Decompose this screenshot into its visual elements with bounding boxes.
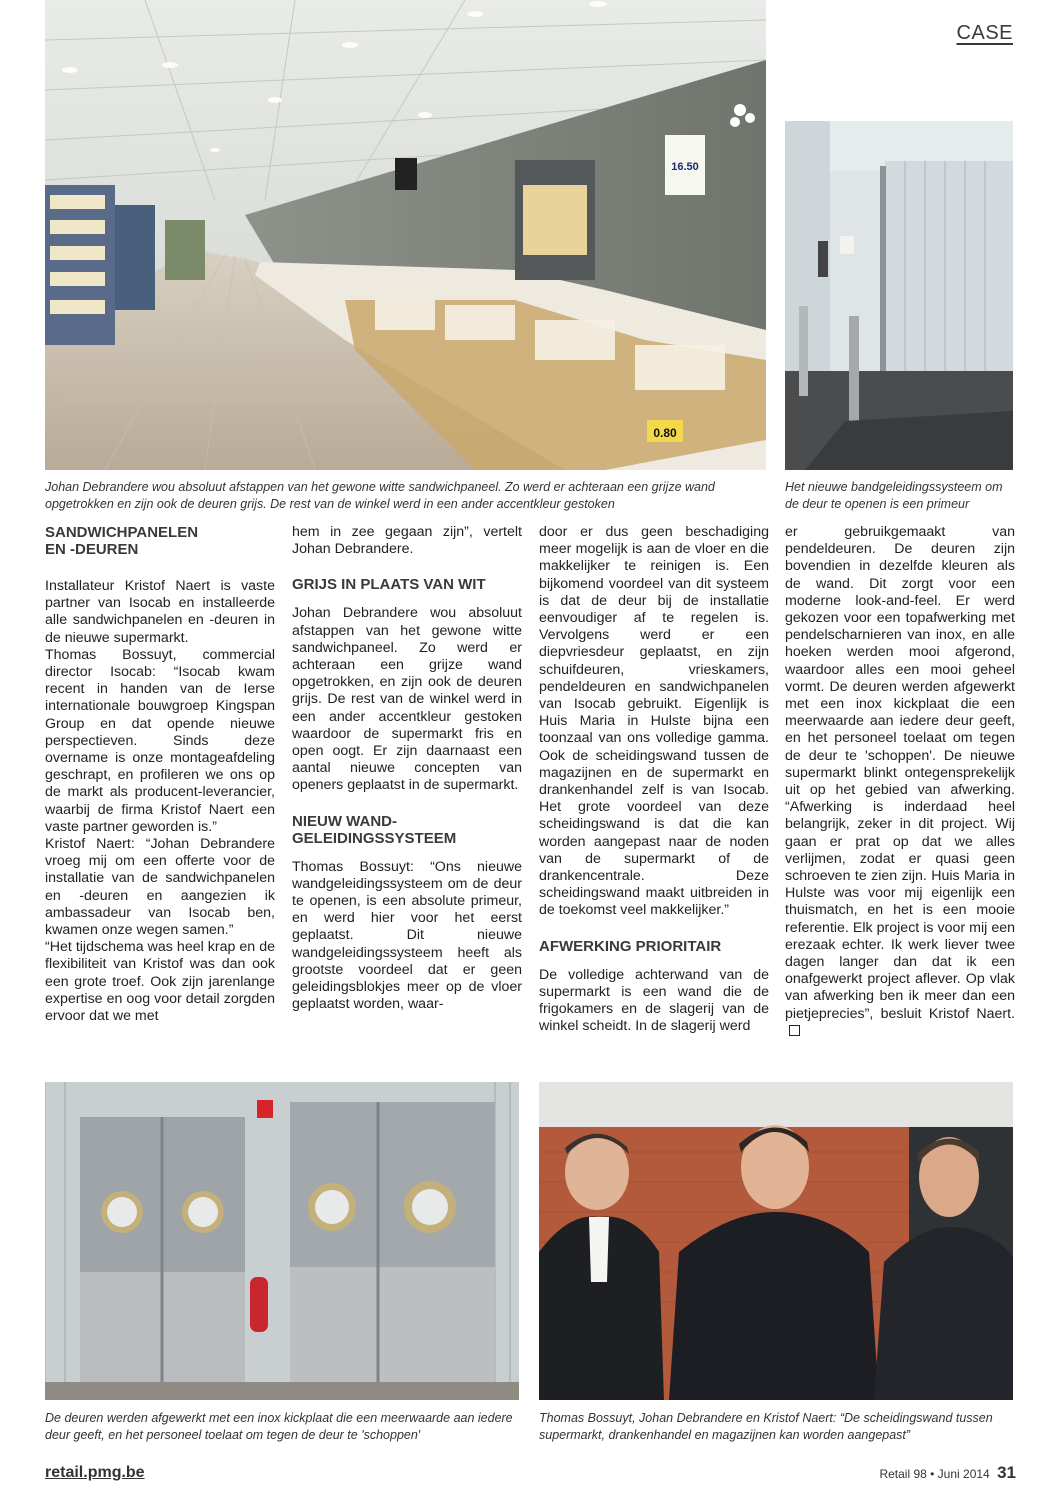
paragraph-text: er gebruikgemaakt van pendeldeuren. De deuren zijn bovendien in dezelfde kleuren als de wand. Dit zorgt voor een moderne look-and-feel. Er werd gekozen voor een topafwerking met pendelscharnieren van inox, en alle hoeken werden mooi afgerond, waardoor alles een mooi geheel vormt. De deuren werden afgewerkt met een inox kickplaat die een meerwaarde aan iedere deur geeft, en het personeel toelaat om tegen de deur te 'schoppen'. De nieuwe supermarkt blinkt ontegensprekelijk uit op het gebied van afwerking. “Afwerking is inderdaad heel belangrijk, zeker in dit project. Wij gaan er prat op dat we alles verlijmen, zodat er quasi geen schroeven te zien zijn. Huis Maria in Hulste was voor mij eigenlijk een thuismatch, en het is een mooie referentie. Elk project is voor mij een erezaak echter. Ik werk liever twee dagen langer dan dat ik een onafgewerkt project aflever. Op vlak van afwerking ben ik meer dan een pietjeprecies”, besluit Kristof Naert.: [785, 524, 1015, 1022]
paragraph: Johan Debrandere wou absoluut afstappen van het gewone witte sandwichpaneel. Zo werd er achteraan een grijze wand opgetrokken, en zijn ook de deuren grijs. De rest van de winkel werd in een ander accentkleur gestoken waardoor de supermarkt fris en open oogt. Er zijn daarnaast een aantal nieuwe concepten van openers geplaatst in de supermarkt.: [292, 605, 522, 794]
price-sign: 16.50: [671, 161, 699, 173]
heading-grijs: GRIJS IN PLAATS VAN WIT: [292, 576, 486, 594]
supermarket-photo: [45, 0, 766, 470]
article-column-1: [45, 524, 275, 1025]
paragraph: [785, 524, 1015, 1040]
heading-sandwichpanelen: SANDWICHPANELEN EN -DEUREN: [45, 524, 199, 558]
paragraph: Installateur Kristof Naert is vaste partner van Isocab en installeerde alle sandwichpanelen en -deuren in de nieuwe supermarkt.: [45, 578, 275, 646]
issue-info: Retail 98 • Juni 2014: [879, 1467, 990, 1481]
page-footer: [879, 1463, 1016, 1483]
page-number: 31: [997, 1463, 1016, 1482]
paragraph: Thomas Bossuyt: “Ons nieuwe wandgeleidingssysteem om de deur te openen, is een absolute primeur, en werd hier voor het eerst geplaatst. Dit nieuwe wandgeleidingssysteem heeft als grootste voordeel dat er geen geleidingsblokjes meer op de vloer geplaatst worden, waar-: [292, 858, 522, 1013]
paragraph: Thomas Bossuyt, commercial director Isocab: “Isocab kwam recent in handen van de Ierse internationale bouwgroep Kingspan Group en dat opende nieuwe perspectieven. Sinds deze overname is onze montageafdeling geschrapt, en profileren we ons op de markt als producent-leverancier, waarbij de firma Kristof Naert een vaste partner geworden is.”: [45, 646, 275, 835]
people-photo: [539, 1082, 1013, 1400]
pendel-doors-caption: De deuren werden afgewerkt met een inox kickplaat die een meerwaarde aan iedere deur geeft, en het personeel toelaat om tegen de deur te 'schoppen': [45, 1411, 513, 1442]
paragraph: De volledige achterwand van de supermarkt is een wand die de frigokamers en de slagerij van de winkel scheidt. In de slagerij werd: [539, 966, 769, 1035]
paragraph: Kristof Naert: “Johan Debrandere vroeg mij om een offerte voor de installatie van de sandwichpanelen en -deuren en aangezien ik ambassadeur van Isocab ben, kwamen onze wegen samen.”: [45, 836, 275, 939]
article-column-4: [785, 524, 1015, 1040]
website-link[interactable]: retail.pmg.be: [45, 1464, 145, 1481]
heading-afwerking: AFWERKING PRIORITAIR: [539, 937, 722, 955]
paragraph: door er dus geen beschadiging meer mogelijk is aan de vloer en die makkelijker te reinigen is. Een bijkomend voordeel van dit systeem is dat de deur bij de installatie eenvoudiger af te regelen is. Vervolgens werd er een diepvriesdeur geplaatst, en zijn schuifdeuren, vrieskamers, pendeldeuren en sandwichpanelen van Isocab gebruikt. Eigenlijk is Huis Maria in Hulste bijna een toonzaal van ons volledige gamma. Ook de scheidingswand tussen de magazijnen en de supermarkt en drankenhandel zelf is van Isocab. Het grote voordeel van deze scheidingswand is dat die kan worden aangepast naar de noden van de supermarkt of de drankencentrale. Deze scheidingswand maakt uitbreiden in de toekomst veel makkelijker.”: [539, 524, 769, 919]
pendel-doors-photo: [45, 1082, 519, 1400]
paragraph: “Het tijdschema was heel krap en de flexibiliteit van Kristof was dan ook een grote troef. Ook zijn jarenlange expertise en oog voor detail zorgden ervoor dat we met: [45, 939, 275, 1025]
people-photo-caption: Thomas Bossuyt, Johan Debrandere en Kristof Naert: “De scheidingswand tussen supermarkt, drankenhandel en magazijnen kan worden aangepast”: [539, 1411, 993, 1442]
end-of-article-icon: [789, 1025, 800, 1036]
article-column-3: [539, 524, 769, 1035]
article-column-2: [292, 524, 522, 1013]
price-tag: 0.80: [653, 426, 677, 440]
section-label: CASE: [956, 22, 1013, 44]
door-photo: [785, 121, 1013, 470]
paragraph: hem in zee gegaan zijn”, vertelt Johan Debrandere.: [292, 524, 522, 558]
door-photo-caption: Het nieuwe bandgeleidingssysteem om de deur te openen is een primeur: [785, 480, 1003, 511]
heading-wandgeleiding: NIEUW WAND-GELEIDINGSSYSTEEM: [292, 812, 457, 847]
supermarket-photo-caption: Johan Debrandere wou absoluut afstappen van het gewone witte sandwichpaneel. Zo werd er achteraan een grijze wand opgetrokken en zijn ook de deuren grijs. De rest van de winkel werd in een ander accentkleur gestoken: [45, 480, 715, 511]
